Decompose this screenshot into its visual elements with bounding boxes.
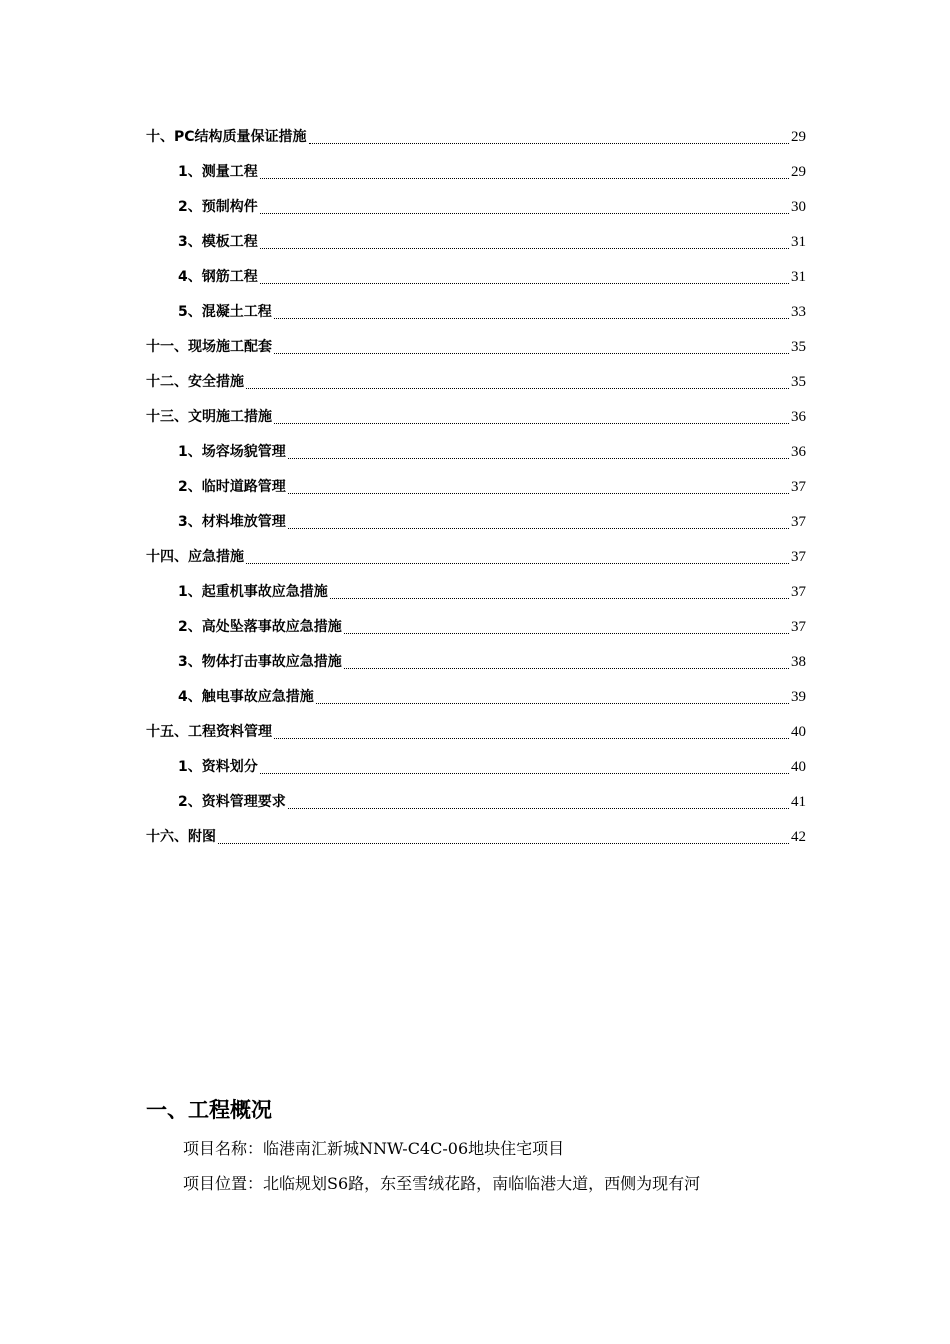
toc-entry[interactable] — [146, 365, 806, 400]
toc-entry[interactable] — [146, 225, 806, 260]
toc-entry[interactable] — [146, 260, 806, 295]
toc-dot-leader — [344, 632, 789, 634]
toc-entry-page-number: 37 — [791, 479, 806, 495]
toc-entry-label: 1、场容场貌管理 — [178, 444, 286, 460]
toc-entry[interactable] — [146, 120, 806, 155]
toc-entry-label: 3、材料堆放管理 — [178, 514, 286, 530]
toc-entry-page-number: 39 — [791, 689, 806, 705]
toc-entry[interactable] — [146, 470, 806, 505]
toc-entry-page-number: 31 — [791, 269, 806, 285]
toc-dot-leader — [288, 527, 789, 529]
toc-entry[interactable] — [146, 750, 806, 785]
toc-dot-leader — [344, 667, 789, 669]
toc-entry[interactable] — [146, 155, 806, 190]
toc-entry-label: 3、物体打击事故应急措施 — [178, 654, 342, 670]
toc-dot-leader — [274, 317, 789, 319]
toc-entry-page-number: 35 — [791, 339, 806, 355]
toc-entry-label: 1、测量工程 — [178, 164, 258, 180]
toc-entry-label: 十四、应急措施 — [146, 549, 244, 565]
toc-entry[interactable] — [146, 400, 806, 435]
toc-entry-page-number: 36 — [791, 444, 806, 460]
toc-entry-page-number: 40 — [791, 759, 806, 775]
toc-entry[interactable] — [146, 785, 806, 820]
toc-dot-leader — [260, 247, 789, 249]
toc-entry-label: 3、模板工程 — [178, 234, 258, 250]
toc-entry-page-number: 42 — [791, 829, 806, 845]
toc-dot-leader — [218, 842, 789, 844]
toc-entry-page-number: 30 — [791, 199, 806, 215]
toc-dot-leader — [274, 422, 789, 424]
toc-entry[interactable] — [146, 575, 806, 610]
toc-entry-label: 2、资料管理要求 — [178, 794, 286, 810]
toc-entry-page-number: 38 — [791, 654, 806, 670]
toc-entry-page-number: 37 — [791, 514, 806, 530]
toc-entry[interactable] — [146, 505, 806, 540]
toc-entry-label: 十、PC结构质量保证措施 — [146, 129, 307, 145]
toc-entry-page-number: 31 — [791, 234, 806, 250]
toc-dot-leader — [260, 282, 789, 284]
toc-dot-leader — [288, 807, 789, 809]
toc-dot-leader — [330, 597, 789, 599]
toc-entry-label: 4、钢筋工程 — [178, 269, 258, 285]
toc-entry-label: 1、资料划分 — [178, 759, 258, 775]
toc-entry-page-number: 33 — [791, 304, 806, 320]
toc-entry-label: 4、触电事故应急措施 — [178, 689, 314, 705]
toc-entry[interactable] — [146, 820, 806, 855]
toc-dot-leader — [246, 562, 789, 564]
toc-entry-label: 十二、安全措施 — [146, 374, 244, 390]
toc-entry[interactable] — [146, 645, 806, 680]
toc-entry[interactable] — [146, 435, 806, 470]
toc-entry-label: 十一、现场施工配套 — [146, 339, 272, 355]
toc-entry-label: 2、预制构件 — [178, 199, 258, 215]
toc-dot-leader — [274, 737, 789, 739]
toc-dot-leader — [316, 702, 789, 704]
toc-entry[interactable] — [146, 190, 806, 225]
toc-dot-leader — [260, 772, 789, 774]
table-of-contents — [146, 120, 806, 855]
toc-entry-page-number: 29 — [791, 129, 806, 145]
toc-entry-label: 1、起重机事故应急措施 — [178, 584, 328, 600]
toc-entry[interactable] — [146, 715, 806, 750]
toc-entry[interactable] — [146, 540, 806, 575]
toc-entry-page-number: 35 — [791, 374, 806, 390]
toc-entry-page-number: 36 — [791, 409, 806, 425]
toc-dot-leader — [260, 177, 789, 179]
toc-dot-leader — [288, 457, 789, 459]
toc-dot-leader — [260, 212, 789, 214]
toc-entry-label: 十三、文明施工措施 — [146, 409, 272, 425]
project-location-paragraph: 项目位置：北临规划S6路，东至雪绒花路，南临临港大道，西侧为现有河 — [183, 1174, 701, 1193]
toc-entry-page-number: 41 — [791, 794, 806, 810]
toc-entry-page-number: 40 — [791, 724, 806, 740]
project-name-paragraph: 项目名称：临港南汇新城NNW-C4C-06地块住宅项目 — [183, 1139, 565, 1158]
toc-entry[interactable] — [146, 680, 806, 715]
toc-dot-leader — [274, 352, 789, 354]
toc-entry-label: 十六、附图 — [146, 829, 216, 845]
toc-entry-page-number: 37 — [791, 584, 806, 600]
toc-entry[interactable] — [146, 330, 806, 365]
toc-entry-label: 2、高处坠落事故应急措施 — [178, 619, 342, 635]
toc-dot-leader — [288, 492, 789, 494]
toc-entry-label: 5、混凝土工程 — [178, 304, 272, 320]
toc-entry-label: 2、临时道路管理 — [178, 479, 286, 495]
toc-dot-leader — [246, 387, 789, 389]
toc-entry-page-number: 29 — [791, 164, 806, 180]
toc-dot-leader — [309, 142, 789, 144]
section-heading: 一、工程概况 — [146, 1098, 272, 1122]
toc-entry-label: 十五、工程资料管理 — [146, 724, 272, 740]
toc-entry[interactable] — [146, 610, 806, 645]
toc-entry-page-number: 37 — [791, 619, 806, 635]
toc-entry-page-number: 37 — [791, 549, 806, 565]
toc-entry[interactable] — [146, 295, 806, 330]
